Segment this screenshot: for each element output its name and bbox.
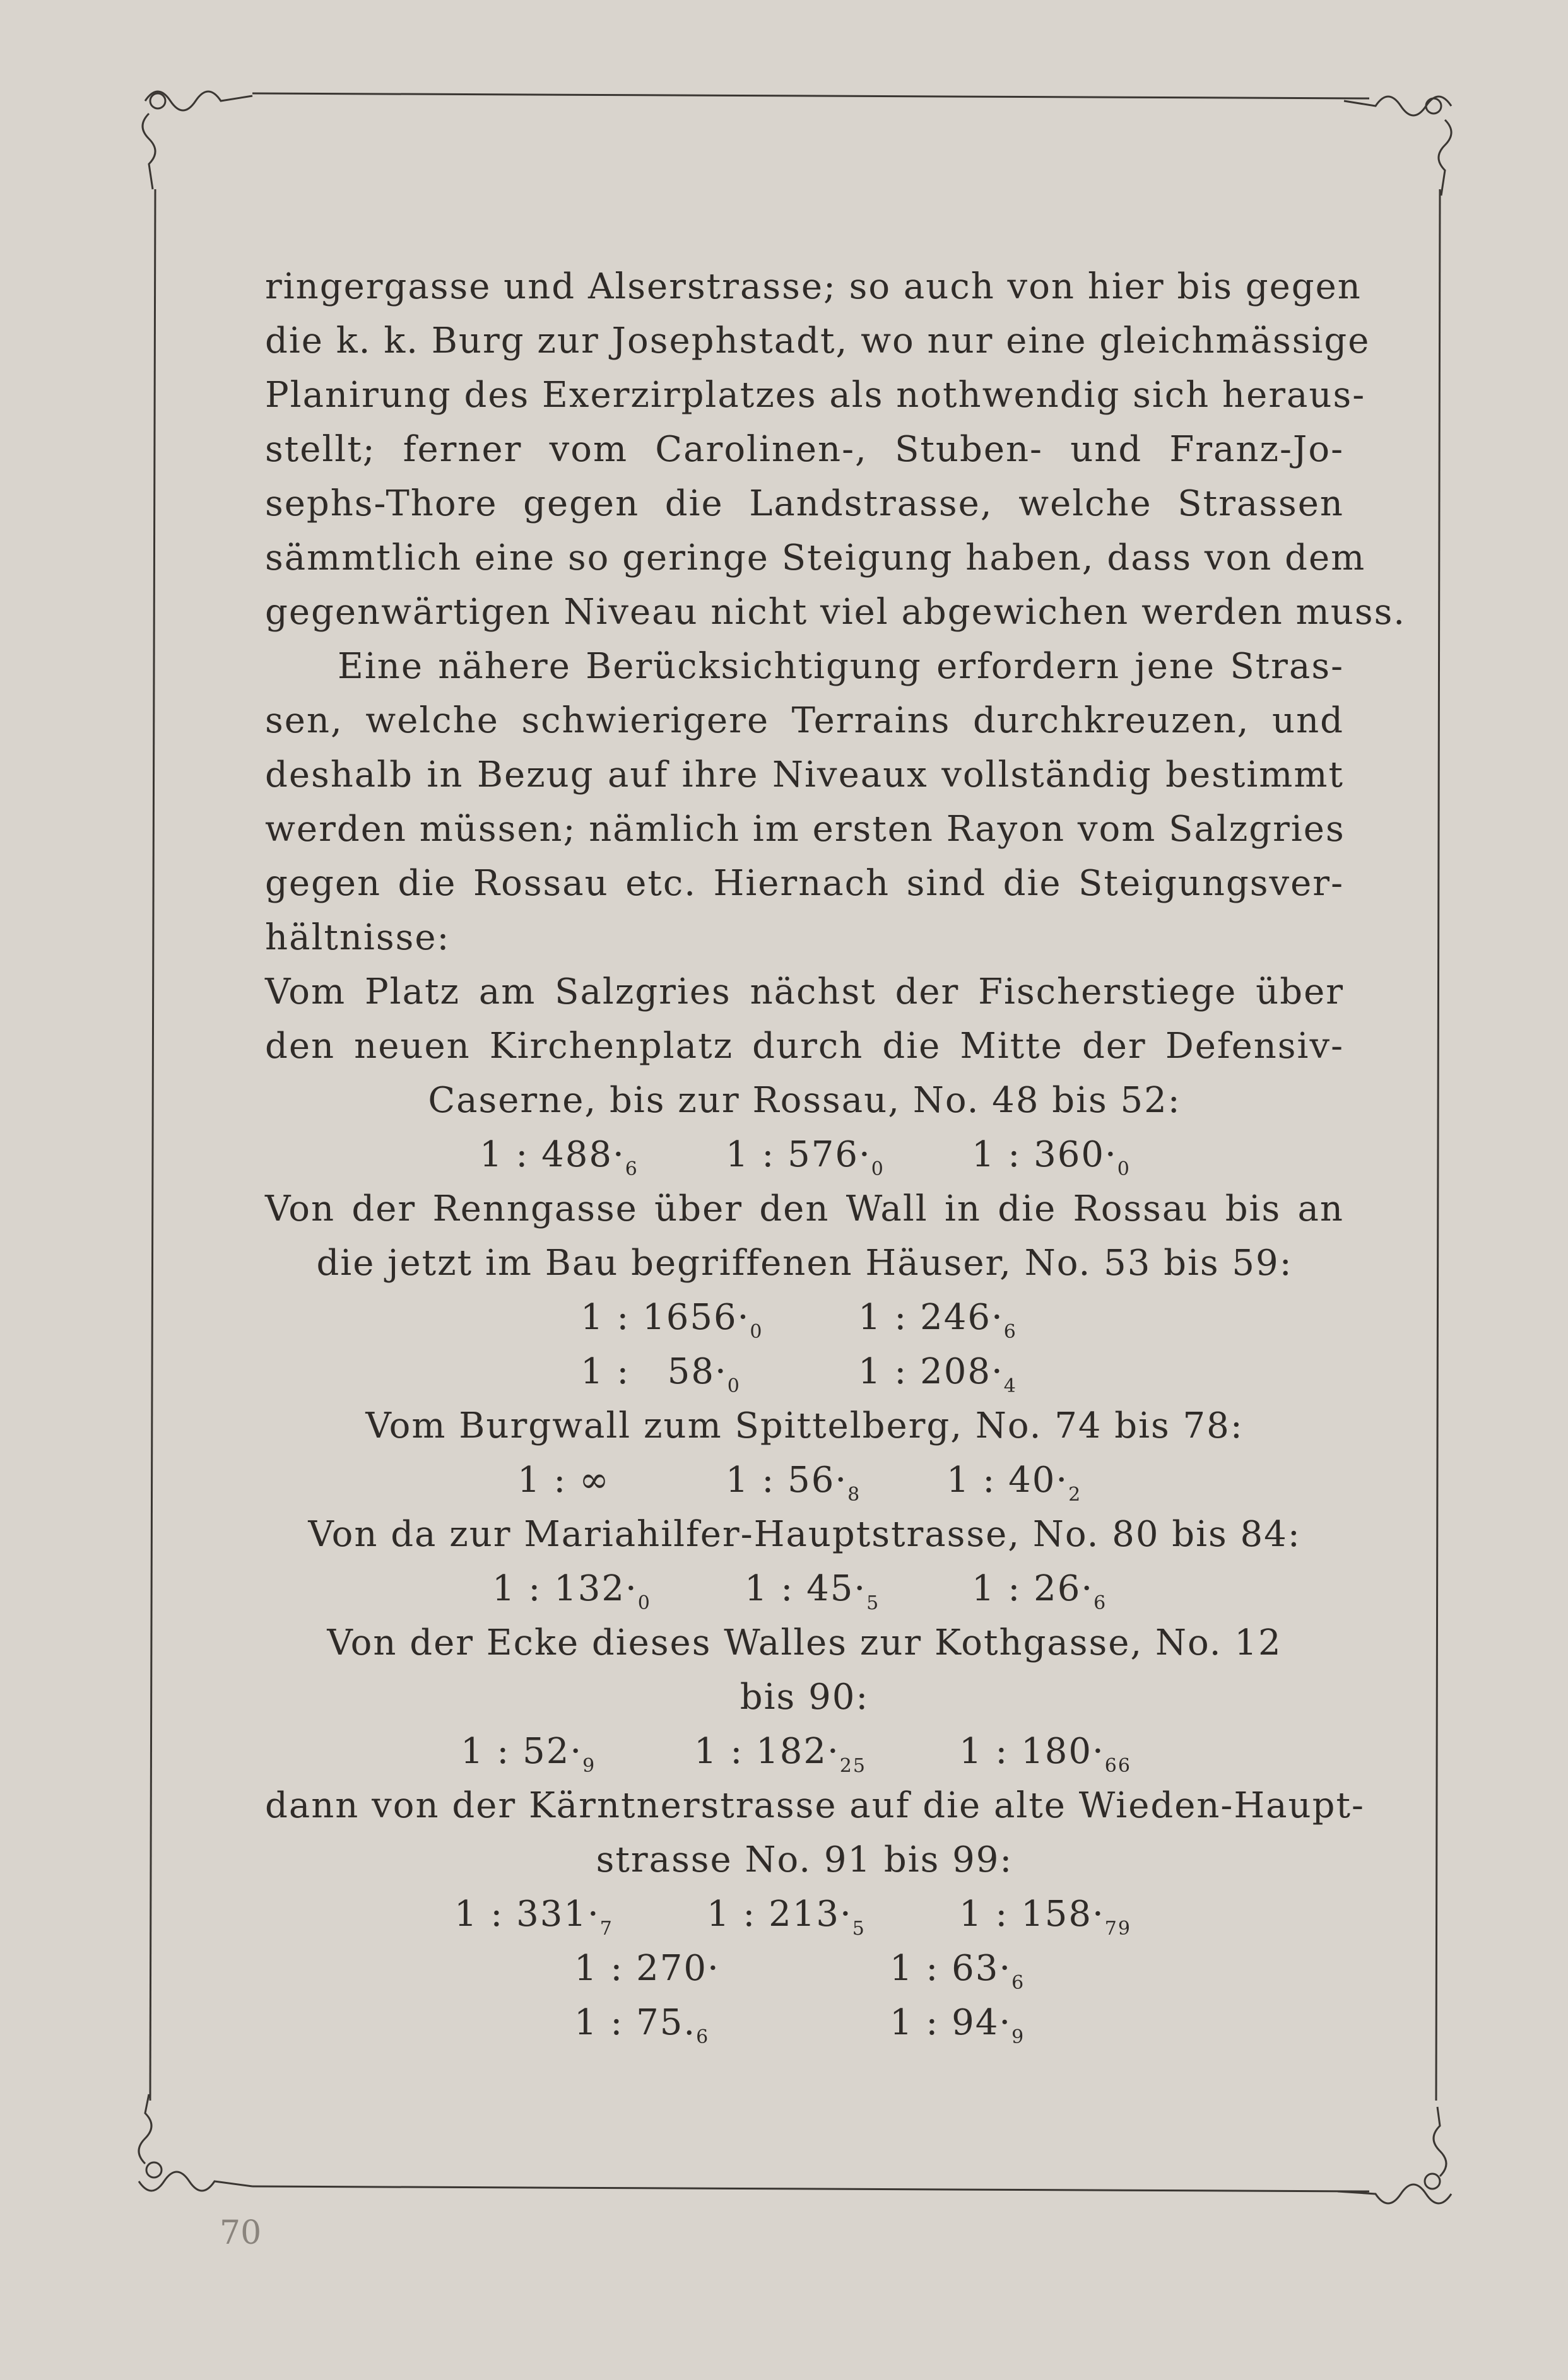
corner-ornament-icon bbox=[1344, 97, 1451, 196]
corner-ornament-icon bbox=[139, 2094, 252, 2191]
text-line: Von der Renngasse über den Wall in die Rossau bis an bbox=[265, 1188, 1344, 1229]
text-line: strasse No. 91 bis 99: bbox=[596, 1839, 1013, 1880]
corner-ornament-icon bbox=[1338, 2107, 1451, 2203]
ratio: 1 : $56\cdot_8$ bbox=[726, 1460, 861, 1506]
text-line: stellt; ferner vom Carolinen-, Stuben- und Franz-Jo- bbox=[265, 429, 1344, 470]
page-number: 70 bbox=[220, 2214, 262, 2252]
ratio: 1 : $45\cdot_5$ bbox=[745, 1568, 880, 1614]
corner-ornament-icon bbox=[143, 91, 252, 189]
ratio: 1 : $132\cdot_0$ bbox=[492, 1568, 651, 1614]
ratio-row bbox=[265, 1942, 1344, 1996]
ratio: 1 : $246\cdot_6$ bbox=[858, 1297, 1017, 1343]
page-body bbox=[265, 260, 1406, 2050]
ratio: 1 : $488\cdot_6$ bbox=[480, 1134, 639, 1180]
ratio: 1 : $576\cdot_0$ bbox=[726, 1134, 885, 1180]
text-line: sen, welche schwierigere Terrains durchkreuzen, und bbox=[265, 700, 1344, 741]
ratio-row bbox=[265, 1453, 1344, 1508]
ratio: 1 : $208\cdot_4$ bbox=[858, 1351, 1017, 1397]
ratio-row bbox=[265, 1996, 1344, 2050]
ratio: 1 : $58\cdot_0$ bbox=[581, 1351, 741, 1397]
text-line: die jetzt im Bau begriffenen Häuser, No. 53 bis 59: bbox=[316, 1243, 1293, 1284]
text-line: Caserne, bis zur Rossau, No. 48 bis 52: bbox=[428, 1080, 1181, 1121]
ratio-row bbox=[265, 1291, 1344, 1345]
text-line: Eine nähere Berücksichtigung erfordern jene Stras- bbox=[338, 646, 1344, 687]
ratio: 1 : $75._6$ bbox=[574, 2002, 710, 2048]
text-line: dann von der Kärntnerstrasse auf die alte Wieden-Haupt- bbox=[265, 1785, 1365, 1826]
text-line: Vom Burgwall zum Spittelberg, No. 74 bis 78: bbox=[365, 1405, 1244, 1446]
ratio: 1 : $180\cdot_{66}$ bbox=[959, 1731, 1131, 1777]
ratio: 1 : $213\cdot_5$ bbox=[707, 1894, 866, 1940]
text-line: den neuen Kirchenplatz durch die Mitte der Defensiv- bbox=[265, 1026, 1344, 1067]
ratio: 1 : $94\cdot_9$ bbox=[890, 2002, 1025, 2048]
ratio: 1 : $360\cdot_0$ bbox=[972, 1134, 1131, 1180]
ratio: 1 : $52\cdot_9$ bbox=[461, 1731, 596, 1777]
text-line: Planirung des Exerzirplatzes als nothwendig sich heraus- bbox=[265, 375, 1366, 416]
ratio: 1 : $1656\cdot_0$ bbox=[581, 1297, 763, 1343]
ratio: 1 : $63\cdot_6$ bbox=[890, 1948, 1025, 1994]
ratio: 1 : ∞ bbox=[517, 1460, 610, 1501]
text-line: sämmtlich eine so geringe Steigung haben, dass von dem bbox=[265, 537, 1366, 578]
ratio-row bbox=[265, 1887, 1344, 1942]
ratio: 1 : $40\cdot_2$ bbox=[946, 1460, 1082, 1506]
ratio-row bbox=[265, 1725, 1344, 1779]
text-line: sephs-Thore gegen die Landstrasse, welche Strassen bbox=[265, 483, 1344, 524]
ratio: 1 : $26\cdot_6$ bbox=[972, 1568, 1107, 1614]
text-line: Vom Platz am Salzgries nächst der Fischerstiege über bbox=[265, 971, 1344, 1012]
text-line: ringergasse und Alserstrasse; so auch von hier bis gegen bbox=[265, 266, 1362, 307]
text-line: Von der Ecke dieses Walles zur Kothgasse, No. 12 bbox=[327, 1622, 1282, 1663]
text-line: hältnisse: bbox=[265, 917, 451, 958]
text-line: gegen die Rossau etc. Hiernach sind die Steigungsver- bbox=[265, 863, 1344, 904]
text-line: gegenwärtigen Niveau nicht viel abgewichen werden muss. bbox=[265, 592, 1406, 633]
text-line: bis 90: bbox=[740, 1677, 869, 1718]
text-line: die k. k. Burg zur Josephstadt, wo nur eine gleichmässige bbox=[265, 320, 1371, 361]
text-line: werden müssen; nämlich im ersten Rayon vom Salzgries bbox=[265, 809, 1345, 850]
ratio: 1 : $182\cdot_{25}$ bbox=[694, 1731, 866, 1777]
ratio-row bbox=[265, 1562, 1344, 1616]
ratio: 1 : $158\cdot_{79}$ bbox=[959, 1894, 1131, 1940]
ratio: 1 : 270· bbox=[574, 1948, 720, 1989]
ratio-row bbox=[265, 1128, 1344, 1182]
ratio-row bbox=[265, 1345, 1344, 1399]
text-line: Von da zur Mariahilfer-Hauptstrasse, No. 80 bis 84: bbox=[308, 1514, 1301, 1555]
ratio: 1 : $331\cdot_7$ bbox=[454, 1894, 613, 1940]
text-line: deshalb in Bezug auf ihre Niveaux vollständig bestimmt bbox=[265, 754, 1344, 795]
